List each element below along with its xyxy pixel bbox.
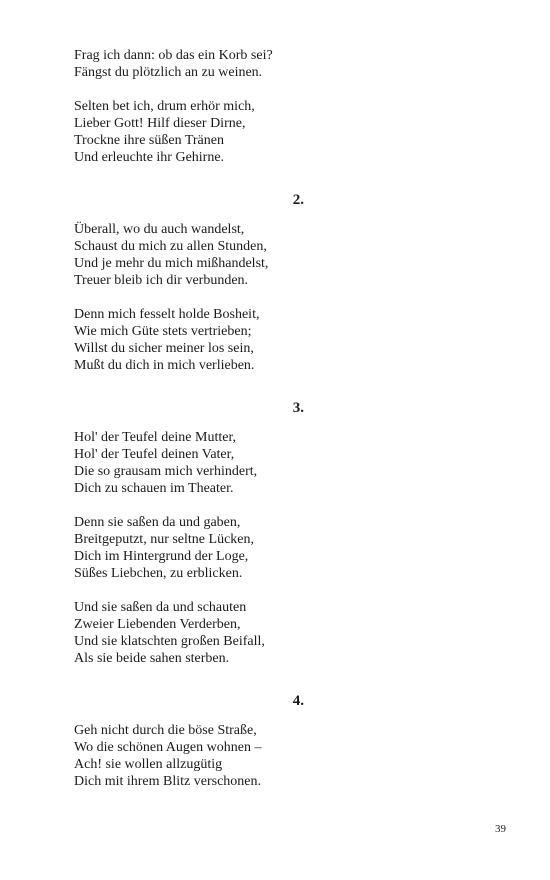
- verse-line: Hol' der Teufel deinen Vater,: [74, 447, 235, 462]
- verse-line: Breitgeputzt, nur seltne Lücken,: [74, 532, 254, 547]
- verse-line: Denn sie saßen da und gaben,: [74, 515, 241, 530]
- verse-line: Wo die schönen Augen wohnen –: [74, 740, 262, 755]
- verse-line: Hol' der Teufel deine Mutter,: [74, 430, 237, 445]
- verse-line: Zweier Liebenden Verderben,: [74, 617, 241, 632]
- section-number: 3.: [292, 400, 304, 416]
- verse-line: Und sie klatschten großen Beifall,: [74, 634, 265, 649]
- verse-line: Dich im Hintergrund der Loge,: [74, 549, 249, 564]
- verse-line: Mußt du dich in mich verlieben.: [74, 358, 255, 373]
- stanza: [74, 47, 304, 81]
- verse-line: Ach! sie wollen allzugütig: [74, 757, 223, 772]
- verse-line: Willst du sicher meiner los sein,: [74, 341, 254, 356]
- verse-line: Und sie saßen da und schauten: [74, 600, 247, 615]
- verse-line: Trockne ihre süßen Tränen: [74, 133, 224, 148]
- page-number: 39: [495, 823, 506, 835]
- stanza: [74, 98, 304, 166]
- poem-text: [74, 47, 304, 807]
- stanza: [74, 221, 304, 289]
- stanza: [74, 429, 304, 497]
- verse-line: Und erleuchte ihr Gehirne.: [74, 150, 225, 165]
- verse-line: Lieber Gott! Hilf dieser Dirne,: [74, 116, 246, 131]
- verse-line: Geh nicht durch die böse Straße,: [74, 723, 257, 738]
- verse-line: Und je mehr du mich mißhandelst,: [74, 256, 269, 271]
- stanza: [74, 599, 304, 667]
- verse-line: Fängst du plötzlich an zu weinen.: [74, 65, 263, 80]
- verse-line: Wie mich Güte stets vertrieben;: [74, 324, 252, 339]
- verse-line: Als sie beide sahen sterben.: [74, 651, 230, 666]
- verse-line: Dich zu schauen im Theater.: [74, 481, 234, 496]
- verse-line: Denn mich fesselt holde Bosheit,: [74, 307, 260, 322]
- section-number: 4.: [292, 693, 304, 709]
- verse-line: Frag ich dann: ob das ein Korb sei?: [74, 48, 273, 63]
- verse-line: Selten bet ich, drum erhör mich,: [74, 99, 255, 114]
- verse-line: Überall, wo du auch wandelst,: [74, 222, 245, 237]
- verse-line: Dich mit ihrem Blitz verschonen.: [74, 774, 262, 789]
- stanza: [74, 722, 304, 790]
- stanza: [74, 514, 304, 582]
- stanza: [74, 306, 304, 374]
- verse-line: Treuer bleib ich dir verbunden.: [74, 273, 249, 288]
- verse-line: Die so grausam mich verhindert,: [74, 464, 258, 479]
- section-number: 2.: [292, 192, 304, 208]
- verse-line: Süßes Liebchen, zu erblicken.: [74, 566, 243, 581]
- verse-line: Schaust du mich zu allen Stunden,: [74, 239, 267, 254]
